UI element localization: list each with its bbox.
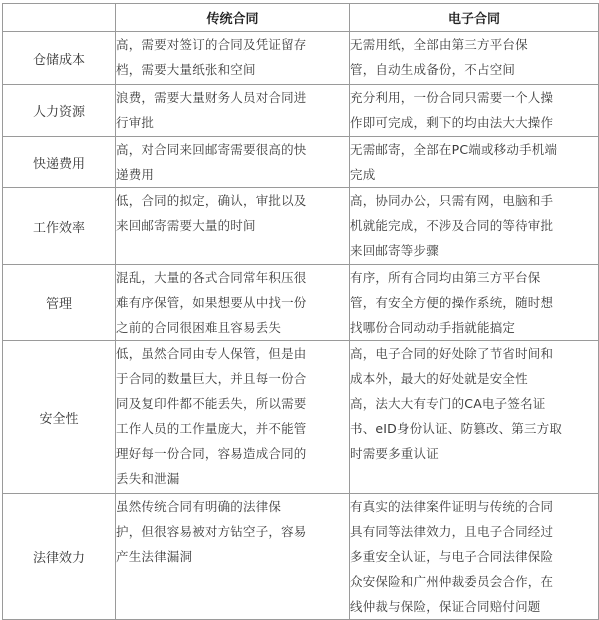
cell-text: 作即可完成，剩下的均由法大大操作 [350,115,554,130]
cell-text: 时需要多重认证 [350,446,439,461]
cell-text: 众安保险和广州仲裁委员会合作，在 [350,574,554,589]
cell-text: 书、eID身份认证、防篡改、第三方取 [350,421,563,436]
electronic-cell [350,188,599,265]
header-empty-cell [3,4,116,32]
cell-text: 工作人员的工作量庞大，并不能管 [116,421,307,436]
table-row [3,85,599,137]
electronic-cell [350,137,599,188]
electronic-cell [350,265,599,341]
table-row [3,341,599,494]
row-label-security: 安全性 [3,341,116,494]
traditional-cell [116,137,350,188]
table-row [3,188,599,265]
cell-text: 虽然传统合同有明确的法律保 [116,499,282,514]
header-electronic-contract: 电子合同 [350,4,599,32]
cell-text: 低，虽然合同由专人保管，但是由 [116,346,307,361]
cell-text: 管，自动生成备份，不占空间 [350,62,516,77]
row-label-storage-cost: 仓储成本 [3,32,116,85]
electronic-cell [350,494,599,620]
table-row [3,494,599,620]
cell-text: 高，对合同来回邮寄需要很高的快 [116,142,307,157]
cell-text: 之前的合同很困难且容易丢失 [116,320,282,335]
cell-text: 充分利用，一份合同只需要一个人操 [350,90,554,105]
header-row [3,4,599,32]
cell-text: 丢失和泄漏 [116,471,180,486]
cell-text: 具有同等法律效力，且电子合同经过 [350,524,554,539]
cell-text: 无需邮寄，全部在PC端或移动手机端 [350,142,558,157]
cell-text: 浪费，需要大量财务人员对合同进 [116,90,307,105]
cell-text: 高，电子合同的好处除了节省时间和 [350,346,554,361]
cell-text: 有真实的法律案件证明与传统的合同 [350,499,554,514]
traditional-cell [116,32,350,85]
cell-text: 多重安全认证，与电子合同法律保险 [350,549,554,564]
cell-text: 机就能完成，不涉及合同的等待审批 [350,218,554,233]
cell-text: 行审批 [116,115,155,130]
cell-text: 完成 [350,167,376,182]
cell-text: 护，但很容易被对方钻空子，容易 [116,524,307,539]
row-label-legal-validity: 法律效力 [3,494,116,620]
cell-text: 找哪份合同动动手指就能搞定 [350,320,516,335]
cell-text: 档，需要大量纸张和空间 [116,62,256,77]
traditional-cell [116,494,350,620]
traditional-cell [116,85,350,137]
row-label-management: 管理 [3,265,116,341]
cell-text: 产生法律漏洞 [116,549,193,564]
cell-text: 递费用 [116,167,155,182]
cell-text: 高，法大大有专门的CA电子签名证 [350,396,546,411]
cell-text: 难有序保管，如果想要从中找一份 [116,295,307,310]
traditional-cell [116,341,350,494]
cell-text: 来回邮寄等步骤 [350,243,439,258]
traditional-cell [116,265,350,341]
comparison-table [2,3,599,620]
cell-text: 混乱，大量的各式合同常年积压很 [116,270,307,285]
header-traditional-contract: 传统合同 [116,4,350,32]
row-label-courier-cost: 快递费用 [3,137,116,188]
table-row [3,137,599,188]
cell-text: 来回邮寄需要大量的时间 [116,218,256,233]
electronic-cell [350,341,599,494]
row-label-human-resources: 人力资源 [3,85,116,137]
cell-text: 无需用纸，全部由第三方平台保 [350,37,528,52]
electronic-cell [350,32,599,85]
cell-text: 有序，所有合同均由第三方平台保 [350,270,541,285]
cell-text: 管，有安全方便的操作系统，随时想 [350,295,554,310]
row-label-work-efficiency: 工作效率 [3,188,116,265]
cell-text: 同及复印件都不能丢失，所以需要 [116,396,307,411]
electronic-cell [350,85,599,137]
cell-text: 成本外，最大的好处就是安全性 [350,371,528,386]
table-row [3,32,599,85]
cell-text: 高，协同办公，只需有网，电脑和手 [350,193,554,208]
table-row [3,265,599,341]
traditional-cell [116,188,350,265]
cell-text: 于合同的数量巨大，并且每一份合 [116,371,307,386]
cell-text: 线仲裁与保险，保证合同赔付问题 [350,599,541,614]
cell-text: 理好每一份合同，容易造成合同的 [116,446,307,461]
cell-text: 低，合同的拟定，确认，审批以及 [116,193,307,208]
cell-text: 高，需要对签订的合同及凭证留存 [116,37,307,52]
